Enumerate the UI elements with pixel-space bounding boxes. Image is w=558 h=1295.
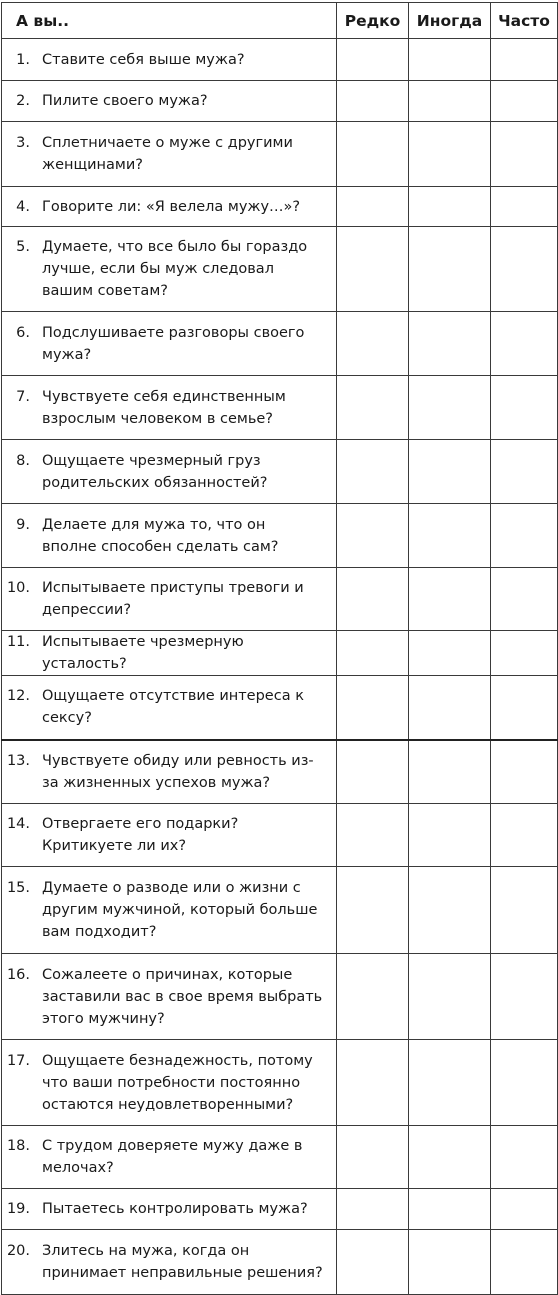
question-cell <box>2 122 337 187</box>
question-number: 12. <box>6 688 30 705</box>
answer-often-cell[interactable] <box>491 631 558 676</box>
question-cell <box>2 676 337 740</box>
question-number: 11. <box>6 634 30 650</box>
question-row <box>2 376 558 440</box>
answer-often-cell[interactable] <box>491 122 558 187</box>
answer-sometimes-cell[interactable] <box>409 504 491 568</box>
answer-often-cell[interactable] <box>491 376 558 440</box>
question-cell <box>2 1189 337 1230</box>
answer-rarely-cell[interactable] <box>337 440 409 504</box>
question-cell <box>2 376 337 440</box>
question-number: 1. <box>16 51 30 68</box>
answer-sometimes-cell[interactable] <box>409 568 491 631</box>
answer-sometimes-cell[interactable] <box>409 122 491 187</box>
answer-rarely-cell[interactable] <box>337 1230 409 1295</box>
question-text: Пилите своего мужа? <box>42 93 208 109</box>
question-number: 20. <box>6 1243 30 1259</box>
answer-sometimes-cell[interactable] <box>409 1040 491 1126</box>
answer-sometimes-cell[interactable] <box>409 1126 491 1189</box>
question-text: Ощущаете безнадежность, потому что ваши потребности постоянно остаются неудовлетворенными? <box>42 1052 313 1113</box>
answer-often-cell[interactable] <box>491 39 558 81</box>
question-row <box>2 122 558 187</box>
answer-rarely-cell[interactable] <box>337 676 409 740</box>
answer-sometimes-cell[interactable] <box>409 867 491 954</box>
answer-sometimes-cell[interactable] <box>409 1230 491 1295</box>
question-text: Пытаетесь контролировать мужа? <box>42 1201 308 1217</box>
question-text: Ощущаете чрезмерный груз родительских обязанностей? <box>42 452 268 491</box>
answer-sometimes-cell[interactable] <box>409 631 491 676</box>
question-text: Чувствуете обиду или ревность из-за жизненных успехов мужа? <box>42 752 314 791</box>
question-number: 10. <box>6 580 30 596</box>
question-cell <box>2 1040 337 1126</box>
answer-often-cell[interactable] <box>491 312 558 376</box>
answer-sometimes-cell[interactable] <box>409 676 491 740</box>
question-row <box>2 39 558 81</box>
question-cell <box>2 631 337 676</box>
answer-often-cell[interactable] <box>491 227 558 312</box>
answer-rarely-cell[interactable] <box>337 568 409 631</box>
question-number: 18. <box>6 1138 30 1154</box>
answer-rarely-cell[interactable] <box>337 867 409 954</box>
question-text: Думаете, что все было бы гораздо лучше, если бы муж следовал вашим советам? <box>42 239 308 299</box>
answer-rarely-cell[interactable] <box>337 1040 409 1126</box>
answer-often-cell[interactable] <box>491 867 558 954</box>
question-text: Думаете о разводе или о жизни с другим мужчиной, который больше вам подходит? <box>42 880 318 940</box>
survey-table <box>1 2 558 1295</box>
question-number: 6. <box>16 324 30 341</box>
answer-sometimes-cell[interactable] <box>409 39 491 81</box>
answer-often-cell[interactable] <box>491 1126 558 1189</box>
question-row <box>2 312 558 376</box>
answer-often-cell[interactable] <box>491 440 558 504</box>
question-text: Подслушиваете разговоры своего мужа? <box>42 324 305 363</box>
question-text: Испытываете приступы тревоги и депрессии? <box>42 580 304 618</box>
question-cell <box>2 867 337 954</box>
question-cell <box>2 312 337 376</box>
question-text: Испытываете чрезмерную усталость? <box>42 634 244 672</box>
question-row <box>2 568 558 631</box>
question-number: 16. <box>6 966 30 983</box>
answer-rarely-cell[interactable] <box>337 740 409 804</box>
question-row <box>2 187 558 227</box>
question-row <box>2 867 558 954</box>
question-number: 3. <box>16 135 30 151</box>
answer-rarely-cell[interactable] <box>337 954 409 1040</box>
question-row <box>2 1040 558 1126</box>
question-text: Делаете для мужа то, что он вполне способен сделать сам? <box>42 516 279 555</box>
header-question: А вы.. <box>2 3 337 39</box>
answer-often-cell[interactable] <box>491 81 558 122</box>
header-often: Часто <box>491 3 558 39</box>
answer-often-cell[interactable] <box>491 1189 558 1230</box>
question-row <box>2 1230 558 1295</box>
question-text: С трудом доверяете мужу даже в мелочах? <box>42 1138 303 1176</box>
question-cell <box>2 954 337 1040</box>
question-cell <box>2 804 337 867</box>
answer-often-cell[interactable] <box>491 504 558 568</box>
answer-sometimes-cell[interactable] <box>409 227 491 312</box>
question-text: Ощущаете отсутствие интереса к сексу? <box>42 688 304 727</box>
question-number: 9. <box>16 516 30 533</box>
answer-rarely-cell[interactable] <box>337 1126 409 1189</box>
question-cell <box>2 568 337 631</box>
answer-rarely-cell[interactable] <box>337 504 409 568</box>
answer-sometimes-cell[interactable] <box>409 440 491 504</box>
answer-rarely-cell[interactable] <box>337 39 409 81</box>
question-row <box>2 631 558 676</box>
question-row <box>2 1126 558 1189</box>
answer-sometimes-cell[interactable] <box>409 954 491 1040</box>
answer-sometimes-cell[interactable] <box>409 740 491 804</box>
question-text: Сожалеете о причинах, которые заставили вас в свое время выбрать этого мужчину? <box>42 966 323 1027</box>
question-number: 2. <box>16 93 30 109</box>
question-row <box>2 804 558 867</box>
question-number: 5. <box>16 239 30 255</box>
question-text: Чувствуете себя единственным взрослым человеком в семье? <box>42 388 286 427</box>
answer-often-cell[interactable] <box>491 676 558 740</box>
answer-often-cell[interactable] <box>491 804 558 867</box>
answer-often-cell[interactable] <box>491 740 558 804</box>
question-row <box>2 227 558 312</box>
question-cell <box>2 1230 337 1295</box>
question-cell <box>2 440 337 504</box>
question-cell <box>2 740 337 804</box>
question-cell <box>2 227 337 312</box>
header-row <box>2 3 558 39</box>
question-cell <box>2 1126 337 1189</box>
question-number: 17. <box>6 1052 30 1069</box>
question-text: Сплетничаете о муже с другими женщинами? <box>42 135 293 173</box>
question-cell <box>2 81 337 122</box>
answer-often-cell[interactable] <box>491 1040 558 1126</box>
question-number: 19. <box>6 1201 30 1217</box>
question-cell <box>2 187 337 227</box>
question-number: 13. <box>6 752 30 769</box>
answer-sometimes-cell[interactable] <box>409 1189 491 1230</box>
question-row <box>2 440 558 504</box>
question-row <box>2 504 558 568</box>
answer-often-cell[interactable] <box>491 954 558 1040</box>
answer-rarely-cell[interactable] <box>337 227 409 312</box>
question-cell <box>2 39 337 81</box>
answer-sometimes-cell[interactable] <box>409 804 491 867</box>
answer-sometimes-cell[interactable] <box>409 376 491 440</box>
answer-rarely-cell[interactable] <box>337 376 409 440</box>
header-rarely: Редко <box>337 3 409 39</box>
question-number: 7. <box>16 388 30 405</box>
answer-rarely-cell[interactable] <box>337 1189 409 1230</box>
answer-rarely-cell[interactable] <box>337 312 409 376</box>
answer-sometimes-cell[interactable] <box>409 81 491 122</box>
question-text: Ставите себя выше мужа? <box>42 51 245 68</box>
answer-often-cell[interactable] <box>491 187 558 227</box>
question-number: 4. <box>16 198 30 215</box>
answer-rarely-cell[interactable] <box>337 81 409 122</box>
question-text: Говорите ли: «Я велела мужу…»? <box>42 198 301 215</box>
question-number: 8. <box>16 452 30 469</box>
question-row <box>2 740 558 804</box>
question-row <box>2 1189 558 1230</box>
answer-often-cell[interactable] <box>491 1230 558 1295</box>
answer-rarely-cell[interactable] <box>337 631 409 676</box>
question-row <box>2 954 558 1040</box>
question-number: 14. <box>6 816 30 832</box>
answer-rarely-cell[interactable] <box>337 122 409 187</box>
question-number: 15. <box>6 880 30 896</box>
answer-sometimes-cell[interactable] <box>409 187 491 227</box>
header-sometimes: Иногда <box>409 3 491 39</box>
answer-rarely-cell[interactable] <box>337 187 409 227</box>
question-row <box>2 676 558 740</box>
question-row <box>2 81 558 122</box>
answer-often-cell[interactable] <box>491 568 558 631</box>
question-cell <box>2 504 337 568</box>
answer-rarely-cell[interactable] <box>337 804 409 867</box>
question-text: Отвергаете его подарки? Критикуете ли их? <box>42 816 239 854</box>
answer-sometimes-cell[interactable] <box>409 312 491 376</box>
question-text: Злитесь на мужа, когда он принимает неправильные решения? <box>42 1243 323 1281</box>
